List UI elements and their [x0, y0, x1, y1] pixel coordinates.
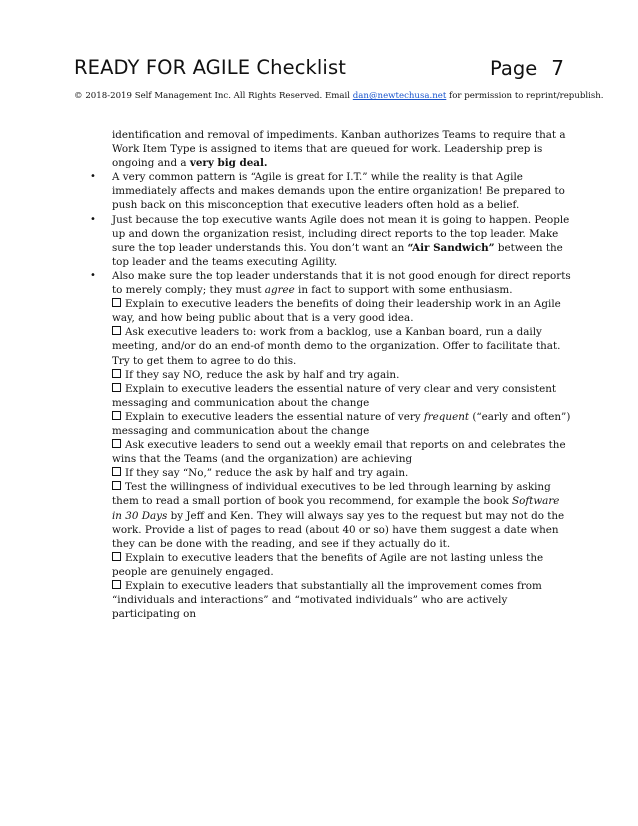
checklist-item	[112, 551, 572, 579]
checklist-text: Test the willingness of individual executives to be led through learning by asking them to read a small portion of book you recommend, for example the book	[112, 481, 551, 508]
bullet-text: Just because the top executive wants Agile does not mean it is going to happen. People up and down the organization resist, including direct reports to the top leader. Make sure the top leader understands this. You don’t want an	[112, 213, 570, 254]
checklist-text: (“early and often”) messaging and communication about the change	[112, 410, 571, 437]
checklist-text: Explain to executive leaders the essential nature of very clear and very consistent messaging and communication about the change	[112, 382, 557, 409]
checkbox-icon[interactable]	[112, 326, 121, 335]
checklist-text: Explain to executive leaders the benefits of doing their leadership work in an Agile way, and how being public about that is a very good idea.	[112, 298, 561, 325]
checklist-text: If they say NO, reduce the ask by half and try again.	[125, 368, 400, 381]
checklist-text: Explain to executive leaders that substantially all the improvement comes from “individuals and interactions” and “motivated individuals” who are actively participating on	[112, 580, 542, 621]
checklist-italic: frequent	[423, 410, 470, 423]
checklist-item	[112, 466, 572, 480]
checkbox-icon[interactable]	[112, 439, 121, 448]
page-number: 7	[551, 56, 564, 80]
checklist-item	[112, 438, 572, 466]
bullet-list	[90, 170, 572, 297]
bullet-item	[90, 269, 572, 297]
bullet-text: A very common pattern is “Agile is great for I.T.” while the reality is that Agile immediately affects and makes demands upon the entire organization! Be prepared to push back on this misconception that executive leaders often hold as a belief.	[112, 171, 565, 212]
copyright-notice	[74, 90, 604, 102]
checklist-item	[112, 297, 572, 325]
checklist-item	[112, 410, 572, 438]
checkbox-icon[interactable]	[112, 369, 121, 378]
checkbox-icon[interactable]	[112, 411, 121, 420]
checklist-italic: Software in 30 Days	[112, 495, 560, 522]
page-indicator	[490, 56, 564, 80]
checklist-text: Explain to executive leaders the essential nature of very	[125, 410, 424, 423]
bullet-marker: •	[90, 171, 96, 183]
bullet-item	[90, 170, 572, 212]
page-body	[90, 128, 572, 621]
bullet-text: Also make sure the top leader understands that it is not good enough for direct reports to merely comply; they must	[112, 269, 571, 297]
checkbox-icon[interactable]	[112, 467, 121, 476]
checklist-item	[112, 325, 572, 367]
intro-bold: very big deal.	[189, 157, 268, 170]
bullet-italic: agree	[264, 284, 295, 297]
intro-text: identification and removal of impediments. Kanban authorizes Teams to require that a Work Item Type is assigned to items that are queued for work. Leadership prep is ongoing and a	[112, 129, 566, 170]
checklist-text: If they say “No,” reduce the ask by half and try again.	[125, 467, 409, 480]
checklist-item	[112, 480, 572, 550]
checklist-text: by Jeff and Ken. They will always say yes to the request but may not do the work. Provide a list of pages to read (about 40 or so) have them suggest a date when they can be done with the reading, and see if they actually do it.	[112, 509, 565, 550]
page-label: Page	[490, 57, 538, 80]
bullet-bold: “Air Sandwich”	[407, 241, 495, 254]
bullet-marker: •	[90, 269, 96, 281]
copyright-text-post: for permission to reprint/republish.	[446, 91, 604, 101]
checkbox-icon[interactable]	[112, 298, 121, 307]
bullet-item	[90, 213, 572, 269]
checkbox-icon[interactable]	[112, 383, 121, 392]
intro-paragraph	[112, 128, 572, 170]
email-link[interactable]: dan@newtechusa.net	[352, 91, 447, 101]
page-header	[74, 56, 564, 86]
document-title: READY FOR AGILE Checklist	[74, 56, 346, 79]
checklist-text: Ask executive leaders to send out a weekly email that reports on and celebrates the wins that the Teams (and the organization) are achieving	[112, 439, 566, 466]
bullet-text: between the top leader and the teams executing Agility.	[112, 241, 563, 268]
checkbox-icon[interactable]	[112, 481, 121, 490]
checklist-item	[112, 382, 572, 410]
checkbox-icon[interactable]	[112, 580, 121, 589]
bullet-text: in fact to support with some enthusiasm.	[294, 284, 513, 297]
checklist-item	[112, 579, 572, 621]
checklist-item	[112, 368, 572, 382]
checklist-text: Ask executive leaders to: work from a backlog, use a Kanban board, run a daily meeting, and/or do an end-of month demo to the organization. Offer to facilitate that. Try to get them to agree to do this.	[112, 326, 561, 367]
checkbox-icon[interactable]	[112, 552, 121, 561]
copyright-text-pre: © 2018-2019 Self Management Inc. All Rights Reserved. Email	[74, 91, 353, 101]
bullet-marker: •	[90, 213, 96, 225]
checklist-text: Explain to executive leaders that the benefits of Agile are not lasting unless the people are genuinely engaged.	[112, 551, 544, 578]
